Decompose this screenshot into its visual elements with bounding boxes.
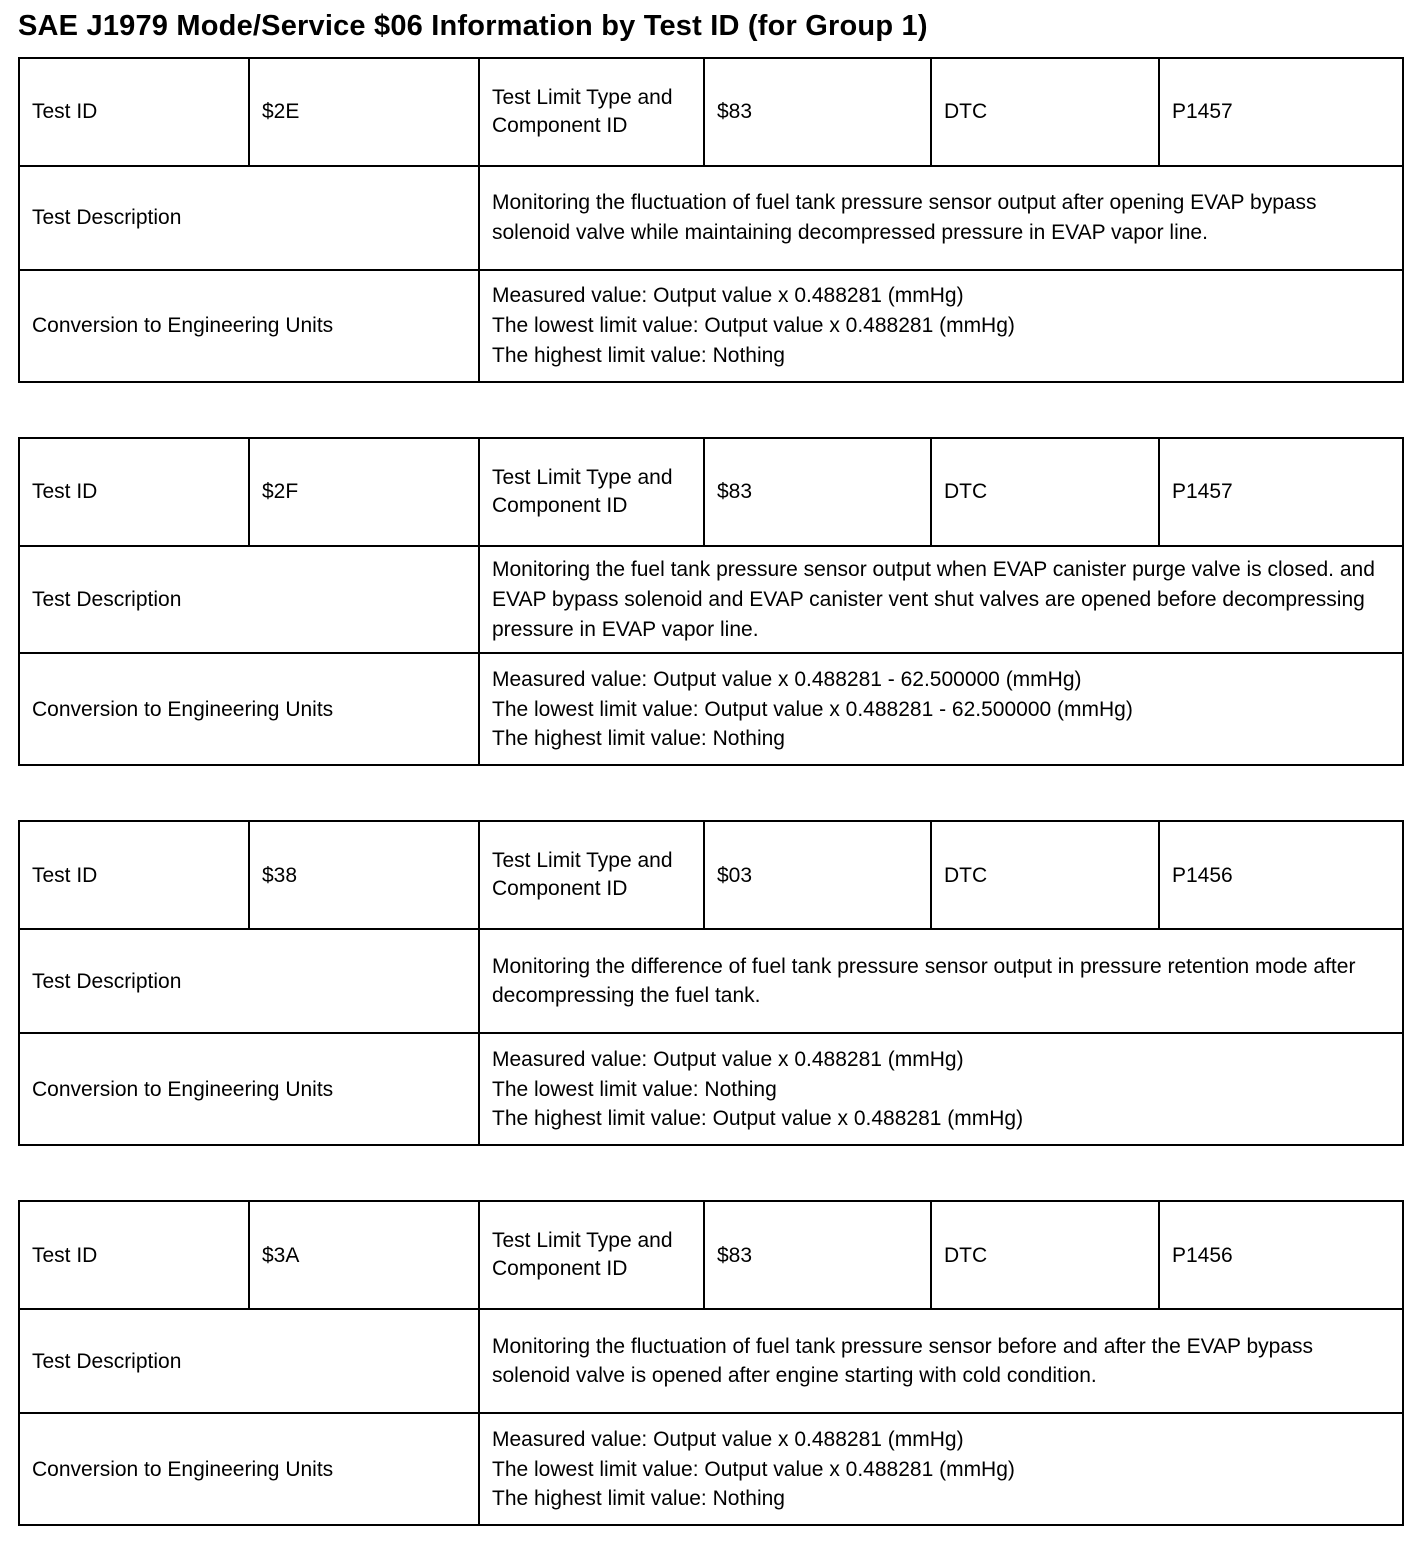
conversion-label: Conversion to Engineering Units	[19, 653, 479, 765]
conversion-line: The highest limit value: Nothing	[492, 343, 785, 367]
dtc-value: P1456	[1159, 1201, 1403, 1309]
spec-table-3a	[18, 1200, 1404, 1526]
description-label: Test Description	[19, 546, 479, 653]
limit-type-label: Test Limit Type and Component ID	[479, 438, 704, 546]
conversion-label: Conversion to Engineering Units	[19, 1033, 479, 1145]
dtc-label: DTC	[931, 1201, 1159, 1309]
test-id-label: Test ID	[19, 58, 249, 166]
table-row	[19, 546, 1403, 653]
test-id-value: $3A	[249, 1201, 479, 1309]
conversion-text	[479, 1413, 1403, 1525]
limit-type-label: Test Limit Type and Component ID	[479, 58, 704, 166]
conversion-label: Conversion to Engineering Units	[19, 1413, 479, 1525]
conversion-line: The highest limit value: Nothing	[492, 1487, 785, 1511]
table-row	[19, 653, 1403, 765]
test-id-label: Test ID	[19, 1201, 249, 1309]
conversion-line: The lowest limit value: Nothing	[492, 1077, 777, 1101]
test-id-label: Test ID	[19, 438, 249, 546]
limit-type-value: $83	[704, 58, 931, 166]
conversion-line: Measured value: Output value x 0.488281 (mmHg)	[492, 284, 964, 308]
limit-type-value: $03	[704, 821, 931, 929]
page-title: SAE J1979 Mode/Service $06 Information by Test ID (for Group 1)	[18, 10, 928, 42]
description-text: Monitoring the difference of fuel tank pressure sensor output in pressure retention mode after decompressing the fuel tank.	[479, 929, 1403, 1033]
table-row	[19, 438, 1403, 546]
test-id-label: Test ID	[19, 821, 249, 929]
limit-type-label: Test Limit Type and Component ID	[479, 821, 704, 929]
conversion-text	[479, 1033, 1403, 1145]
dtc-value: P1457	[1159, 438, 1403, 546]
description-label: Test Description	[19, 1309, 479, 1413]
dtc-label: DTC	[931, 58, 1159, 166]
conversion-text	[479, 653, 1403, 765]
description-text: Monitoring the fluctuation of fuel tank pressure sensor before and after the EVAP bypass solenoid valve is opened after engine starting with cold condition.	[479, 1309, 1403, 1413]
conversion-line: The lowest limit value: Output value x 0.488281 (mmHg)	[492, 1457, 1015, 1481]
table-row	[19, 821, 1403, 929]
conversion-line: The lowest limit value: Output value x 0.488281 (mmHg)	[492, 314, 1015, 338]
limit-type-value: $83	[704, 438, 931, 546]
table-row	[19, 1309, 1403, 1413]
description-label: Test Description	[19, 166, 479, 270]
spec-table-2e	[18, 57, 1404, 383]
table-row	[19, 929, 1403, 1033]
table-row	[19, 1201, 1403, 1309]
table-row	[19, 1033, 1403, 1145]
table-row	[19, 270, 1403, 382]
conversion-label: Conversion to Engineering Units	[19, 270, 479, 382]
description-text: Monitoring the fuel tank pressure sensor output when EVAP canister purge valve is closed. and EVAP bypass solenoid and EVAP canister vent shut valves are opened before decompressing pressure in EVAP vapor line.	[479, 546, 1403, 653]
dtc-label: DTC	[931, 438, 1159, 546]
table-row	[19, 166, 1403, 270]
conversion-line: Measured value: Output value x 0.488281 (mmHg)	[492, 1427, 964, 1451]
conversion-line: Measured value: Output value x 0.488281 - 62.500000 (mmHg)	[492, 667, 1082, 691]
conversion-text	[479, 270, 1403, 382]
test-id-value: $2F	[249, 438, 479, 546]
conversion-line: The highest limit value: Nothing	[492, 727, 785, 751]
description-text: Monitoring the fluctuation of fuel tank pressure sensor output after opening EVAP bypass solenoid valve while maintaining decompressed pressure in EVAP vapor line.	[479, 166, 1403, 270]
dtc-value: P1457	[1159, 58, 1403, 166]
dtc-value: P1456	[1159, 821, 1403, 929]
test-id-value: $38	[249, 821, 479, 929]
dtc-label: DTC	[931, 821, 1159, 929]
limit-type-value: $83	[704, 1201, 931, 1309]
conversion-line: Measured value: Output value x 0.488281 (mmHg)	[492, 1047, 964, 1071]
table-row	[19, 1413, 1403, 1525]
conversion-line: The lowest limit value: Output value x 0.488281 - 62.500000 (mmHg)	[492, 697, 1133, 721]
description-label: Test Description	[19, 929, 479, 1033]
limit-type-label: Test Limit Type and Component ID	[479, 1201, 704, 1309]
table-row	[19, 58, 1403, 166]
conversion-line: The highest limit value: Output value x 0.488281 (mmHg)	[492, 1107, 1024, 1131]
spec-table-2f	[18, 437, 1404, 766]
spec-table-38	[18, 820, 1404, 1146]
test-id-value: $2E	[249, 58, 479, 166]
